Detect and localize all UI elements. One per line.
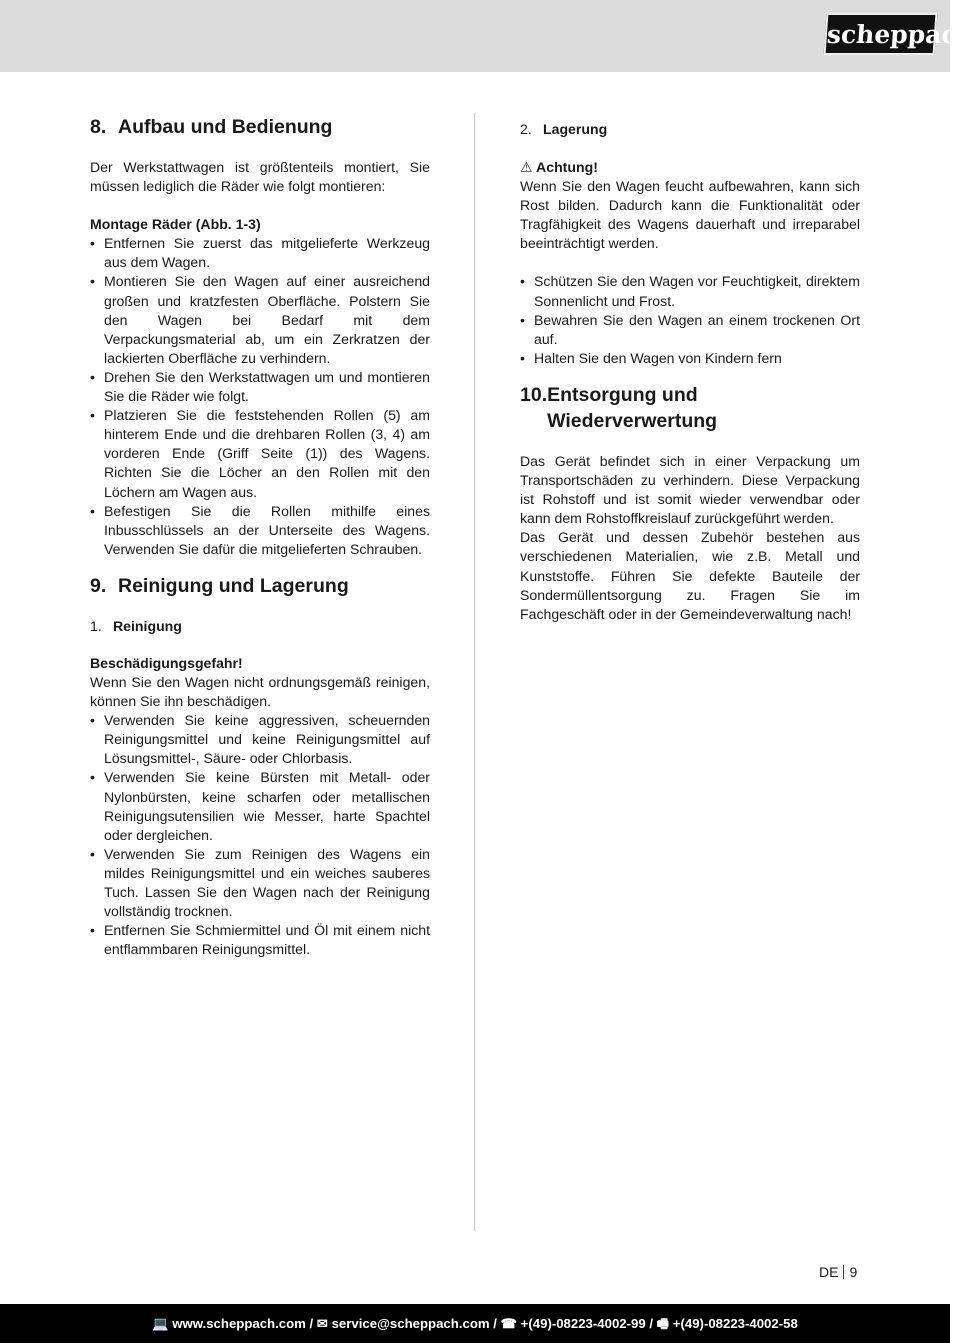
section-number: 8. xyxy=(90,116,107,138)
disposal-paragraph-2: Das Gerät und dessen Zubehör bestehen aus verschiedenen Materialien, wie z.B. Metall und Kunststoffe. Führen Sie defekte Bauteile der Sondermüllentsorgung zu. Fragen Sie im Fachgeschäft oder in der Gemeindeverwaltung nach! xyxy=(520,529,860,622)
section-8-heading xyxy=(90,114,430,140)
disposal-paragraph-1: Das Gerät befindet sich in einer Verpackung um Transportschäden zu verhindern. Diese Verpackung ist Rohstoff und ist somit wieder verwendbar oder kann dem Rohstoffkreislauf zurückgeführt werden. xyxy=(520,452,860,527)
list-item: • Entfernen Sie Schmiermittel und Öl mit einem nicht entflammbaren Reinigungsmittel. xyxy=(90,921,430,959)
section-title: Reinigung und Lagerung xyxy=(118,574,349,597)
section-number: 9. xyxy=(90,574,107,597)
right-column xyxy=(520,114,860,624)
list-item: • Verwenden Sie zum Reinigen des Wagens ein mildes Reinigungsmittel und ein weiches sauberes Tuch. Lassen Sie den Wagen nach der Reinigung vollständig trocknen. xyxy=(90,845,430,921)
damage-heading: Beschädigungsgefahr! xyxy=(90,654,243,671)
warning-heading xyxy=(520,158,860,177)
subsection-reinigung xyxy=(90,617,430,636)
section-9-heading xyxy=(90,573,430,599)
section-title: Entsorgung und Wiederverwertung xyxy=(547,383,718,432)
column-divider xyxy=(474,113,475,1231)
section-title: Aufbau und Bedienung xyxy=(118,116,333,138)
subsection-lagerung xyxy=(520,120,860,139)
language-code: DE xyxy=(819,1264,839,1280)
storage-list xyxy=(520,272,860,367)
warning-label: Achtung! xyxy=(536,159,598,175)
intro-text: Der Werkstattwagen ist größtenteils montiert, Sie müssen lediglich die Räder wie folgt montieren: xyxy=(90,159,430,195)
left-column xyxy=(90,114,430,959)
list-item: • Schützen Sie den Wagen vor Feuchtigkeit, direktem Sonnenlicht und Frost. xyxy=(520,272,860,310)
contact-bar xyxy=(0,1304,950,1343)
header-bar xyxy=(0,0,976,72)
list-item: • Halten Sie den Wagen von Kindern fern xyxy=(520,349,860,368)
page-number xyxy=(819,1264,857,1280)
damage-text: Wenn Sie den Wagen nicht ordnungsgemäß reinigen, können Sie ihn beschädigen. xyxy=(90,673,430,710)
list-item: • Verwenden Sie keine aggressiven, scheuernden Reinigungsmittel und keine Reinigungsmittel auf Lösungsmittel-, Säure- oder Chlorbasis. xyxy=(90,711,430,768)
scheppach-logo: scheppach xyxy=(824,13,938,55)
contact-info: 💻 www.scheppach.com / ✉ service@scheppach.com / ☎ +(49)-08223-4002-99 / 🖷 +(49)-08223-4002-58 xyxy=(152,1316,798,1331)
subsection-title: Reinigung xyxy=(113,617,182,634)
page-num: 9 xyxy=(849,1264,858,1280)
list-item: • Befestigen Sie die Rollen mithilfe eines Inbusschlüssels an der Unterseite des Wagens. Verwenden Sie dafür die mitgelieferten Schrauben. xyxy=(90,502,430,559)
warning-icon: ⚠ xyxy=(520,159,533,175)
list-item: • Verwenden Sie keine Bürsten mit Metall- oder Nylonbürsten, keine scharfen oder metallischen Reinigungsutensilien wie Messer, harte Spachtel oder dergleichen. xyxy=(90,768,430,844)
list-item: • Montieren Sie den Wagen auf einer ausreichend großen und kratzfesten Oberfläche. Polstern Sie den Wagen bei Bedarf mit dem Verpackungsmaterial ab, um ein Zerkratzen der lackierten Oberfläche zu verhindern. xyxy=(90,272,430,367)
warning-text: Wenn Sie den Wagen feucht aufbewahren, kann sich Rost bilden. Dadurch kann die Funktionalität oder Tragfähigkeit des Wagens dauerhaft und irreparabel beeinträchtigt werden. xyxy=(520,178,860,252)
montage-list xyxy=(90,234,430,559)
section-10-heading xyxy=(520,382,860,434)
list-item: • Entfernen Sie zuerst das mitgelieferte Werkzeug aus dem Wagen. xyxy=(90,234,430,272)
cleaning-list xyxy=(90,711,430,959)
subsection-number: 2. xyxy=(520,121,532,137)
list-item: • Drehen Sie den Werkstattwagen um und montieren Sie die Räder wie folgt. xyxy=(90,368,430,406)
subsection-title: Lagerung xyxy=(543,121,608,137)
section-number: 10. xyxy=(520,383,548,406)
list-item: • Bewahren Sie den Wagen an einem trockenen Ort auf. xyxy=(520,311,860,349)
separator xyxy=(843,1265,844,1279)
subsection-number: 1. xyxy=(90,617,102,634)
montage-heading: Montage Räder (Abb. 1-3) xyxy=(90,216,261,233)
list-item: • Platzieren Sie die feststehenden Rollen (5) am hinterem Ende und die drehbaren Rollen (3, 4) am vorderen Ende (Griff Seite (1)) des Wagens. Richten Sie die Löcher an den Rollen mit den Löchern am Wagen aus. xyxy=(90,406,430,501)
